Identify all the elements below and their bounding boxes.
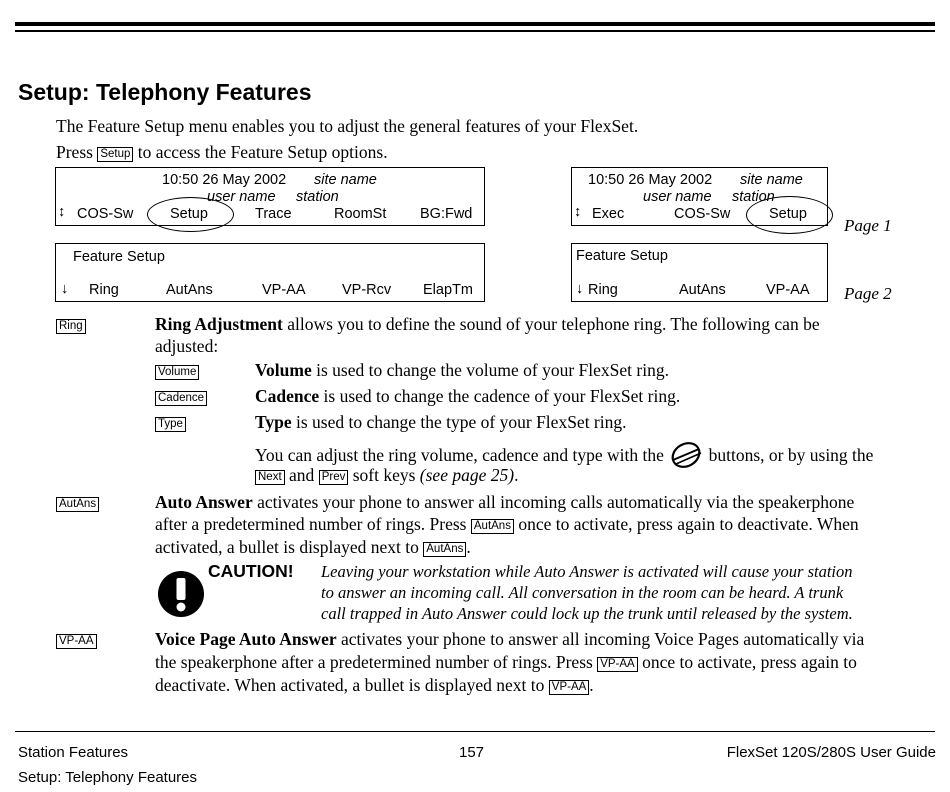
page-2-label: Page 2 <box>844 284 892 303</box>
footer-section: Station Features <box>18 744 129 761</box>
softkey-trace[interactable]: Trace <box>255 206 292 222</box>
display-right-page2 <box>571 243 828 302</box>
autans-line2: after a predetermined number of rings. Press AutAns once to activate, press again to deactivate. When <box>155 514 859 534</box>
softkey-bg-fwd[interactable]: BG:Fwd <box>420 206 473 222</box>
down-arrow-icon: ↓ <box>576 281 584 297</box>
softkey-vp-aa[interactable]: VP-AA <box>262 282 306 298</box>
cadence-key: Cadence <box>155 389 207 407</box>
setup-highlight-oval-left <box>147 197 234 232</box>
scroll-arrow-icon: ↕ <box>58 204 66 220</box>
ring-description-line2: adjusted: <box>155 336 219 356</box>
setup-highlight-oval-right <box>746 196 833 234</box>
volume-description: Volume is used to change the volume of your FlexSet ring. <box>255 360 669 380</box>
softkey-vp-rcv[interactable]: VP-Rcv <box>342 282 392 298</box>
caution-line1: Leaving your workstation while Auto Answer is activated will cause your station <box>321 562 853 581</box>
softkey-ring[interactable]: Ring <box>89 282 119 298</box>
scroll-arrow-icon: ↕ <box>574 204 582 220</box>
softkey-autans[interactable]: AutAns <box>166 282 213 298</box>
display-station: station <box>296 189 339 205</box>
footer-rule <box>15 731 935 732</box>
softkey-vp-aa[interactable]: VP-AA <box>766 282 810 298</box>
autans-section-key: AutAns <box>56 495 99 513</box>
volume-rocker-icon <box>668 440 704 470</box>
softkey-setup[interactable]: Setup <box>170 206 208 222</box>
ring-description-line1: Ring Adjustment allows you to define the sound of your telephone ring. The following can be <box>155 314 820 334</box>
caution-line3: call trapped in Auto Answer could lock up the trunk until released by the system. <box>321 604 853 623</box>
vpaa-line2: the speakerphone after a predetermined number of rings. Press VP-AA once to activate, press again to <box>155 652 857 672</box>
softkey-elaptm[interactable]: ElapTm <box>423 282 473 298</box>
autans-line1: Auto Answer activates your phone to answer all incoming calls automatically via the speakerphone <box>155 492 855 512</box>
page-title: Setup: Telephony Features <box>18 79 312 105</box>
footer-subsection: Setup: Telephony Features <box>18 769 198 786</box>
footer-guide-title: FlexSet 120S/280S User Guide <box>726 744 936 761</box>
display-time-date: 10:50 26 May 2002 <box>588 172 713 188</box>
volume-key: Volume <box>155 363 199 381</box>
next-key-label: Next <box>255 470 285 485</box>
caution-exclamation-icon <box>157 570 205 618</box>
page-1-label: Page 1 <box>844 216 892 235</box>
display-time-date: 10:50 26 May 2002 <box>162 172 287 188</box>
display-user-name: user name <box>207 189 276 205</box>
softkey-exec[interactable]: Exec <box>592 206 625 222</box>
top-rule-thick <box>15 22 935 26</box>
setup-key-label: Setup <box>97 147 133 162</box>
display-site-name: site name <box>740 172 803 188</box>
top-rule-thin <box>15 30 935 32</box>
intro-line-1: The Feature Setup menu enables you to adjust the general features of your FlexSet. <box>56 116 639 136</box>
type-key: Type <box>155 415 186 433</box>
intro-line-2: Press Setup to access the Feature Setup options. <box>56 142 388 162</box>
vpaa-section-key: VP-AA <box>56 632 97 650</box>
adjust-line2: Next and Prev soft keys (see page 25). <box>255 464 518 487</box>
display-title: Feature Setup <box>73 249 165 265</box>
vpaa-line3: deactivate. When activated, a bullet is displayed next to VP-AA . <box>155 675 594 695</box>
display-user-name: user name <box>643 189 712 205</box>
autans-line3: activated, a bullet is displayed next to AutAns . <box>155 537 471 557</box>
adjust-line1: You can adjust the ring volume, cadence and type with the buttons, or by using the <box>255 440 873 470</box>
caution-line2: to answer an incoming call. All conversation in the room can be heard. A trunk <box>321 583 844 602</box>
display-station: station <box>732 189 775 205</box>
softkey-autans[interactable]: AutAns <box>679 282 726 298</box>
display-left-page1 <box>55 167 485 226</box>
softkey-cos-sw[interactable]: COS-Sw <box>77 206 134 222</box>
ring-section-key: Ring <box>56 317 86 335</box>
display-title: Feature Setup <box>576 248 668 264</box>
page-number: 157 <box>459 744 485 761</box>
vpaa-line1: Voice Page Auto Answer activates your phone to answer all incoming Voice Pages automatically via <box>155 629 865 649</box>
softkey-cos-sw[interactable]: COS-Sw <box>674 206 731 222</box>
type-description: Type is used to change the type of your FlexSet ring. <box>255 412 627 432</box>
caution-label: CAUTION! <box>208 561 294 581</box>
display-site-name: site name <box>314 172 377 188</box>
softkey-setup[interactable]: Setup <box>769 206 807 222</box>
prev-key-label: Prev <box>319 470 349 485</box>
softkey-roomst[interactable]: RoomSt <box>334 206 387 222</box>
display-left-page2 <box>55 243 485 302</box>
cadence-description: Cadence is used to change the cadence of your FlexSet ring. <box>255 386 681 406</box>
down-arrow-icon: ↓ <box>61 281 69 297</box>
softkey-ring[interactable]: Ring <box>588 282 618 298</box>
